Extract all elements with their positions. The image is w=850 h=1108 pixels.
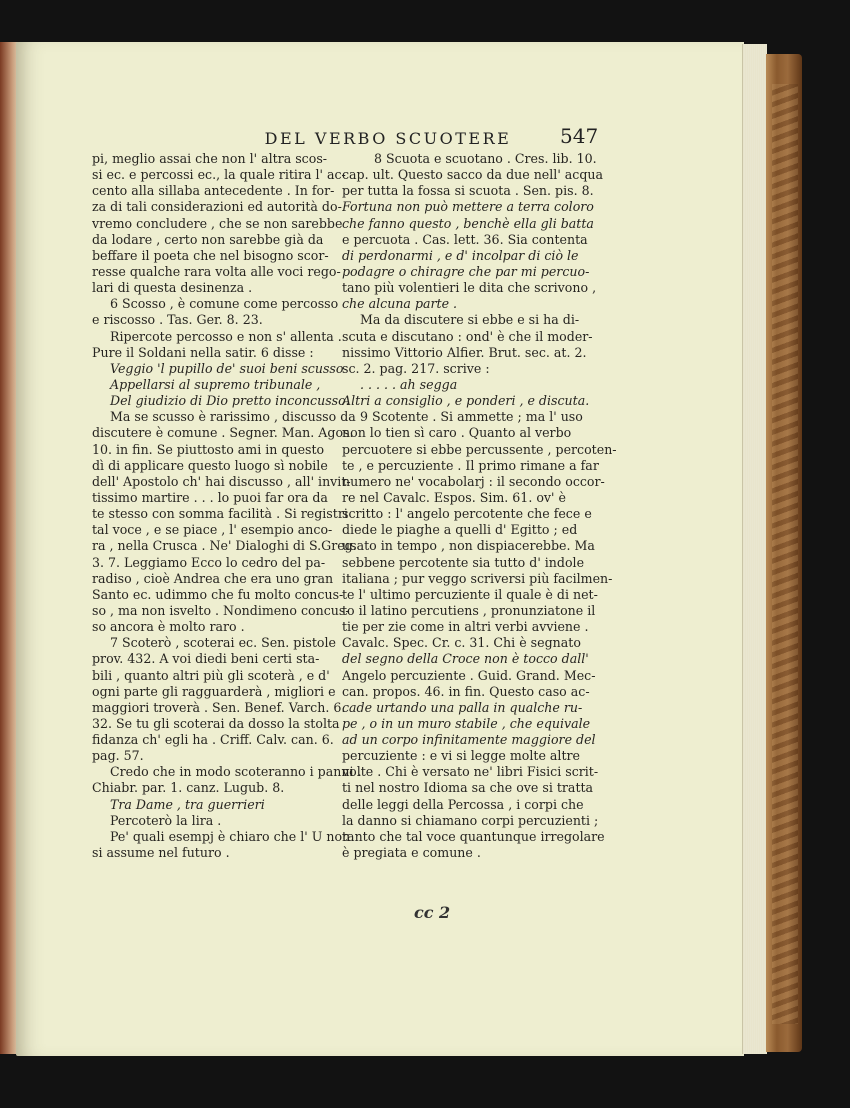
text-line: 7 Scoterò , scoterai ec. Sen. pistole bbox=[110, 635, 336, 651]
text-line: podagre o chiragre che par mi percuo- bbox=[342, 263, 590, 279]
text-line: Chiabr. par. 1. canz. Lugub. 8. bbox=[92, 780, 285, 796]
text-line: e riscosso . Tas. Ger. 8. 23. bbox=[92, 312, 263, 328]
printer-signature-mark: cc 2 bbox=[414, 903, 451, 922]
text-line: da lodare , certo non sarebbe già da bbox=[92, 231, 324, 247]
text-line: Veggio 'l pupillo de' suoi beni scusso bbox=[110, 360, 344, 376]
text-line: ra , nella Crusca . Ne' Dialoghi di S.Greg. bbox=[92, 538, 357, 554]
text-line: prov. 432. A voi diedi beni certi sta- bbox=[92, 651, 320, 667]
text-line: usato in tempo , non dispiacerebbe. Ma bbox=[342, 538, 595, 554]
text-line: pi, meglio assai che non l' altra scos- bbox=[92, 151, 328, 166]
text-line: delle leggi della Percossa , i corpi che bbox=[342, 796, 584, 812]
text-line: percuziente : e vi si legge molte altre bbox=[342, 748, 580, 764]
text-line: Percoterò la lira . bbox=[110, 812, 222, 828]
text-line: 8 Scuota e scuotano . Cres. lib. 10. bbox=[374, 151, 597, 166]
text-line: radiso , cioè Andrea che era uno gran bbox=[92, 570, 334, 586]
text-line: to il latino percutiens , pronunziatone il bbox=[342, 602, 596, 618]
text-line: Appellarsi al supremo tribunale , bbox=[110, 376, 321, 392]
text-line: Ripercote percosso e non s' allenta . bbox=[110, 328, 342, 344]
text-line: scritto : l' angelo percotente che fece e bbox=[342, 506, 592, 522]
text-line: del segno della Croce non è tocco dall' bbox=[342, 651, 589, 667]
text-line: tie per zie come in altri verbi avviene . bbox=[342, 619, 589, 635]
text-line: Pure il Soldani nella satir. 6 disse : bbox=[92, 344, 314, 360]
text-line: si assume nel futuro . bbox=[92, 845, 230, 861]
text-line: dell' Apostolo ch' hai discusso , all' invit- bbox=[92, 473, 351, 489]
text-line: che alcuna parte . bbox=[342, 296, 458, 312]
text-line: resse qualche rara volta alle voci rego- bbox=[92, 263, 341, 279]
text-line: sc. 2. pag. 217. scrive : bbox=[342, 360, 490, 376]
text-line: Santo ec. udimmo che fu molto concus- bbox=[92, 586, 344, 602]
text-line: italiana ; pur veggo scriversi più facilmen- bbox=[342, 570, 613, 586]
text-line: bili , quanto altri più gli scoterà , e d' bbox=[92, 667, 330, 683]
text-line: maggiori troverà . Sen. Benef. Varch. 6. bbox=[92, 699, 346, 715]
text-line: Ma da discutere si ebbe e si ha di- bbox=[360, 312, 580, 328]
text-line: di perdonarmi , e d' incolpar di ciò le bbox=[342, 247, 579, 263]
text-line: 32. Se tu gli scoterai da dosso la stolta bbox=[92, 715, 340, 731]
text-line: so ancora è molto raro . bbox=[92, 619, 245, 635]
text-line: Pe' quali esempj è chiaro che l' U non bbox=[110, 828, 351, 844]
text-line: tano più volentieri le dita che scrivono , bbox=[342, 280, 597, 296]
text-line: cade urtando una palla in qualche ru- bbox=[342, 699, 583, 715]
text-line: Cavalc. Spec. Cr. c. 31. Chi è segnato bbox=[342, 635, 581, 651]
text-line: tissimo martire . . . lo puoi far ora da bbox=[92, 489, 328, 505]
text-line: lari di questa desinenza . bbox=[92, 280, 253, 296]
text-line: . . . . . ah segga bbox=[360, 376, 458, 392]
text-line: 3. 7. Leggiamo Ecco lo cedro del pa- bbox=[92, 554, 326, 570]
text-line: percuotere si ebbe percussente , percoten- bbox=[342, 441, 617, 457]
text-line: nissimo Vittorio Alfier. Brut. sec. at. 2. bbox=[342, 344, 587, 360]
text-line: fidanza ch' egli ha . Criff. Calv. can. 6. bbox=[92, 732, 334, 748]
text-line: beffare il poeta che nel bisogno scor- bbox=[92, 247, 329, 263]
text-line: volte . Chi è versato ne' libri Fisici scrit- bbox=[342, 764, 599, 780]
text-line: Altri a consiglio , e ponderi , e discuta. bbox=[342, 393, 590, 409]
right-text-column bbox=[342, 151, 662, 861]
text-line: Ma se scusso è rarissimo , discusso da bbox=[110, 409, 356, 425]
text-line: scuta e discutano : ond' è che il moder- bbox=[342, 328, 593, 344]
text-line: cento alla sillaba antecedente . In for- bbox=[92, 183, 335, 199]
text-line: Credo che in modo scoteranno i panni . bbox=[110, 764, 362, 780]
text-line: pe , o in un muro stabile , che equivale bbox=[342, 715, 591, 731]
text-line: che fanno questo , benchè ella gli batta bbox=[342, 215, 594, 231]
text-line: è pregiata e comune . bbox=[342, 845, 481, 861]
text-line: Del giudizio di Dio pretto inconcusso. bbox=[110, 393, 350, 409]
text-line: za di tali considerazioni ed autorità do- bbox=[92, 199, 342, 215]
text-line: vremo concludere , che se non sarebbe bbox=[92, 215, 343, 231]
text-line: la danno si chiamano corpi percuzienti ; bbox=[342, 812, 599, 828]
page-stack-edge bbox=[742, 44, 767, 1054]
text-line: can. propos. 46. in fin. Questo caso ac- bbox=[342, 683, 590, 699]
text-line: 9 Scotente . Si ammette ; ma l' uso bbox=[360, 409, 583, 425]
text-line: Tra Dame , tra guerrieri bbox=[110, 796, 265, 812]
text-line: dì di applicare questo luogo sì nobile bbox=[92, 457, 328, 473]
running-head: DEL VERBO SCUOTERE bbox=[264, 129, 512, 148]
text-line: re nel Cavalc. Espos. Sim. 61. ov' è bbox=[342, 489, 566, 505]
text-line: discutere è comune . Segner. Man. Agos. bbox=[92, 425, 354, 441]
text-line: diede le piaghe a quelli d' Egitto ; ed bbox=[342, 522, 578, 538]
text-line: te stesso con somma facilità . Si registri bbox=[92, 506, 348, 522]
book-cover-edge bbox=[766, 54, 802, 1052]
text-line: te , e percuziente . Il primo rimane a far bbox=[342, 457, 599, 473]
text-line: ad un corpo infinitamente maggiore del bbox=[342, 732, 596, 748]
text-line: tal voce , e se piace , l' esempio anco- bbox=[92, 522, 333, 538]
text-line: pag. 57. bbox=[92, 748, 144, 764]
text-line: ogni parte gli ragguarderà , migliori e bbox=[92, 683, 336, 699]
text-line: si ec. e percossi ec., la quale ritira l' ac- bbox=[92, 167, 346, 183]
text-line: 10. in fin. Se piuttosto ami in questo bbox=[92, 441, 325, 457]
text-line: cap. ult. Questo sacco da due nell' acqua bbox=[342, 167, 604, 183]
text-line: numero ne' vocabolarj : il secondo occor- bbox=[342, 473, 605, 489]
page-number: 547 bbox=[560, 124, 599, 148]
text-line: sebbene percotente sia tutto d' indole bbox=[342, 554, 585, 570]
text-line: 6 Scosso , è comune come percosso bbox=[110, 296, 339, 312]
text-line: te l' ultimo percuziente il quale è di net- bbox=[342, 586, 598, 602]
text-line: e percuota . Cas. lett. 36. Sia contenta bbox=[342, 231, 588, 247]
text-line: non lo tien sì caro . Quanto al verbo bbox=[342, 425, 572, 441]
text-line: ti nel nostro Idioma sa che ove si tratta bbox=[342, 780, 594, 796]
text-line: so , ma non isvelto . Nondimeno concus- bbox=[92, 602, 350, 618]
text-line: per tutta la fossa si scuota . Sen. pis. 8. bbox=[342, 183, 594, 199]
text-line: tanto che tal voce quantunque irregolare bbox=[342, 828, 605, 844]
text-line: Angelo percuziente . Guid. Grand. Mec- bbox=[342, 667, 596, 683]
text-line: Fortuna non può mettere a terra coloro bbox=[342, 199, 594, 215]
